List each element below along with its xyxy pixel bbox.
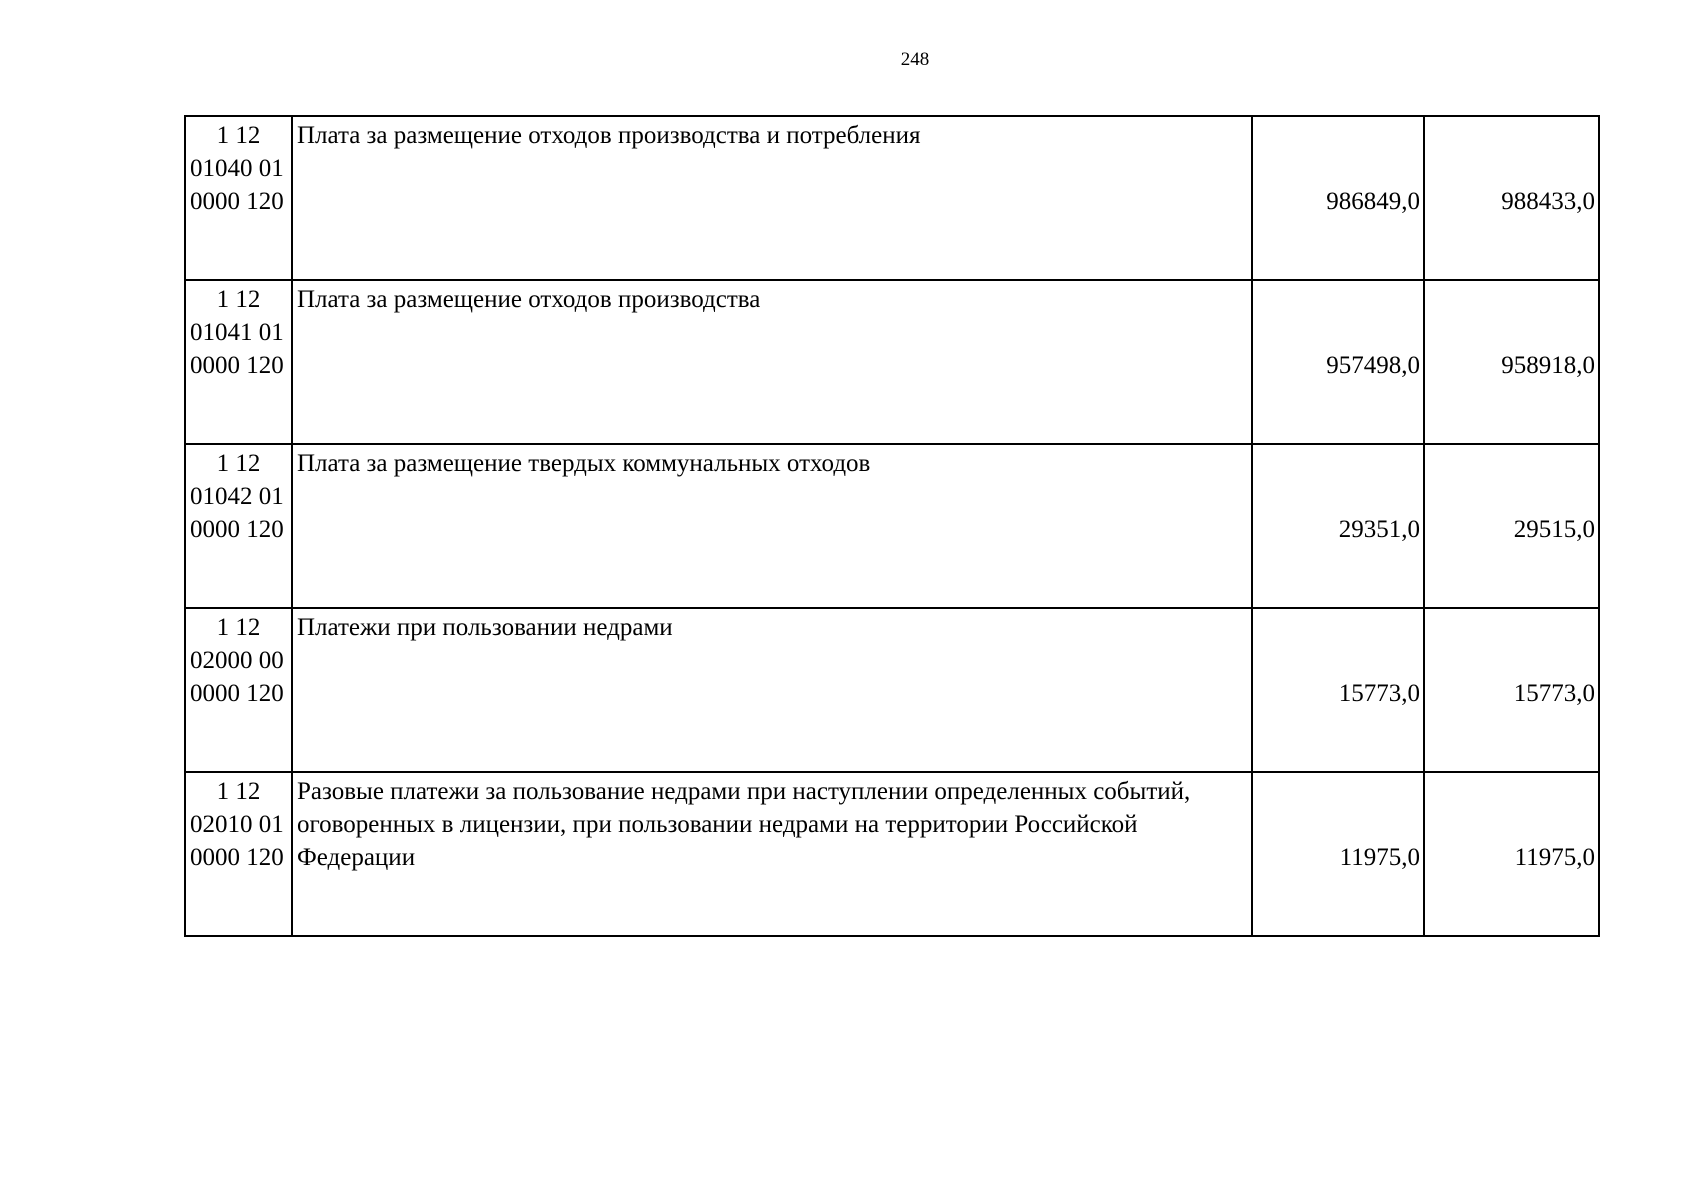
table-row [185,116,1599,280]
budget-table [184,115,1600,937]
amount-year-1: 11975,0 [1252,772,1424,936]
code-part: 02010 01 [190,811,284,838]
amount-year-2: 958918,0 [1424,280,1599,444]
amount-year-1: 957498,0 [1252,280,1424,444]
income-name: Платежи при пользовании недрами [292,608,1252,772]
table-row [185,280,1599,444]
amount-year-1: 29351,0 [1252,444,1424,608]
income-name: Плата за размещение отходов производства [292,280,1252,444]
table-row [185,608,1599,772]
code-part: 0000 120 [190,352,284,379]
amount-year-1: 15773,0 [1252,608,1424,772]
amount-year-2: 11975,0 [1424,772,1599,936]
budget-code [185,116,292,280]
amount-year-1: 986849,0 [1252,116,1424,280]
code-part: 01042 01 [190,483,284,510]
page-number: 248 [900,49,930,70]
code-part: 02000 00 [190,647,284,674]
code-part: 1 12 [216,778,261,805]
code-part: 01040 01 [190,155,284,182]
code-part: 0000 120 [190,680,284,707]
income-name: Плата за размещение твердых коммунальных отходов [292,444,1252,608]
code-part: 0000 120 [190,188,284,215]
code-part: 01041 01 [190,319,284,346]
code-part: 1 12 [216,122,261,149]
code-part: 1 12 [216,614,261,641]
income-name: Разовые платежи за пользование недрами при наступлении определенных событий, оговоренных в лицензии, при пользовании недрами на территории Российской Федерации [292,772,1252,936]
budget-code [185,772,292,936]
code-part: 1 12 [216,286,261,313]
table-row [185,772,1599,936]
budget-code [185,608,292,772]
code-part: 0000 120 [190,844,284,871]
amount-year-2: 15773,0 [1424,608,1599,772]
income-name: Плата за размещение отходов производства и потребления [292,116,1252,280]
amount-year-2: 29515,0 [1424,444,1599,608]
budget-code [185,444,292,608]
amount-year-2: 988433,0 [1424,116,1599,280]
table-row [185,444,1599,608]
code-part: 1 12 [216,450,261,477]
budget-code [185,280,292,444]
code-part: 0000 120 [190,516,284,543]
